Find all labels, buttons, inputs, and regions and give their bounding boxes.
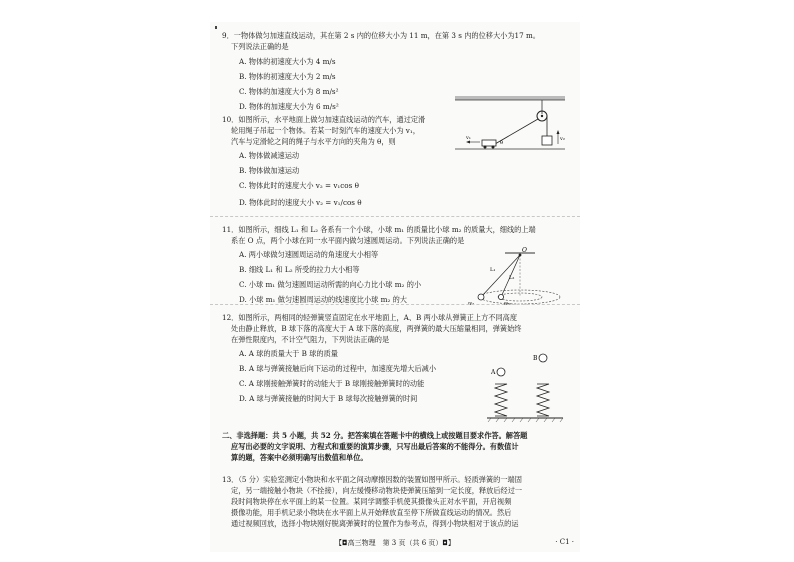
q10-stem-line-2: 轮用绳子吊起一个物体。若某一时刻汽车的速度大小为 v₁， — [231, 126, 420, 135]
q12-stem-line-1: 12．如图所示，两相同的轻弹簧竖直固定在水平地面上，A、B 两小球从弹簧正上方不同高度 — [222, 313, 518, 322]
q10-option-b: B. 物体做加速运动 — [239, 166, 300, 175]
q12-springs-figure — [485, 352, 565, 430]
page-footer — [210, 538, 580, 548]
section-2-line-2: 应写出必要的文字说明、方程式和重要的演算步骤，只写出最后答案的不能得分。有数值计 — [231, 442, 519, 451]
q12-label-b: B — [533, 355, 538, 362]
hanging-block — [542, 136, 552, 145]
q12-stem-line-2: 处由静止释放，B 球下落的高度大于 A 球下落的高度，两弹簧的最大压缩量相同，弹簧始终 — [231, 324, 522, 333]
ball-b — [539, 354, 547, 362]
q9-stem-line-1: 9．一物体做匀加速直线运动，其在第 2 s 内的位移大小为 11 m，在第 3 s 内的位移大小为17 m。 — [222, 31, 540, 40]
q11-label-m2: m₂ — [504, 301, 511, 307]
q13-line-4: 摄像功能，用手机记录小物块在水平面上从开始释放直至停下所做直线运动的情况。然后 — [231, 508, 512, 517]
q12-option-b: B. A 球与弹簧接触后向下运动的过程中，加速度先增大后减小 — [239, 364, 437, 373]
q13-line-2: 定，另一端接触小物块（不拴接），向左缓慢移动物块使弹簧压缩到一定长度，释放后经过一 — [231, 486, 523, 495]
q9-stem-line-2: 下列说法正确的是 — [231, 42, 289, 51]
q10-option-d: D. 物体此时的速度大小 v₂ = v₁/cos θ — [239, 198, 362, 207]
q9-option-c: C. 物体的加速度大小为 8 m/s² — [239, 87, 339, 96]
spring-b — [537, 384, 549, 416]
q12-label-a: A — [491, 369, 496, 376]
separator — [210, 216, 580, 217]
q10-stem-line-1: 10．如图所示，水平地面上做匀加速直线运动的汽车，通过定滑 — [222, 115, 426, 124]
q11-option-d: D. 小球 m₁ 做匀速圆周运动的线速度比小球 m₂ 的大 — [239, 295, 407, 304]
ball-a — [497, 368, 505, 376]
q11-conical-pendulum-figure — [465, 247, 565, 309]
spring-a — [495, 384, 507, 416]
q11-label-m1: m₁ — [468, 301, 475, 307]
footer-page-info: 【◘高三物理 第 3 页（共 6 页）◘】 — [335, 539, 455, 547]
q9-option-d: D. 物体的加速度大小为 6 m/s² — [239, 102, 339, 111]
scan-mark — [215, 26, 217, 29]
q11-stem-line-1: 11．如图所示，细线 L₁ 和 L₂ 各系有一个小球，小球 m₁ 的质量比小球 m₂ 的质量大，细线的上端 — [222, 225, 536, 234]
q10-label-v2: v₂ — [560, 136, 565, 142]
q11-option-c: C. 小球 m₁ 做匀速圆周运动所需的向心力比小球 m₂ 的小 — [239, 280, 422, 289]
q12-option-a: A. A 球的质量大于 B 球的质量 — [239, 349, 338, 358]
q9-option-b: B. 物体的初速度大小为 2 m/s — [239, 72, 336, 81]
q11-label-l1: L₁ — [490, 267, 496, 273]
footer-page-code: · C1 · — [555, 538, 574, 546]
question-10 — [222, 114, 425, 208]
q11-label-o: O — [522, 247, 527, 254]
q10-option-c: C. 物体此时的速度大小 v₂ = v₁cos θ — [239, 181, 359, 190]
question-13 — [222, 474, 522, 529]
section-2-instructions — [222, 430, 527, 463]
ceiling — [455, 96, 565, 100]
q10-stem-line-3: 汽车与定滑轮之间的绳子与水平方向的夹角为 θ，则 — [231, 137, 396, 146]
q10-label-v1: v₁ — [466, 135, 471, 141]
q10-label-theta: θ — [500, 140, 504, 146]
q11-option-a: A. 两小球做匀速圆周运动的角速度大小相等 — [239, 250, 379, 259]
q10-pulley-figure — [450, 94, 570, 154]
section-2-line-3: 算的题，答案中必须明确写出数值和单位。 — [231, 453, 368, 462]
q10-option-a: A. 物体做减速运动 — [239, 151, 300, 160]
q12-stem-line-3: 在弹性限度内，不计空气阻力，下列说法正确的是 — [231, 335, 390, 344]
q13-line-3: 段时间物块停在水平面上的某一位置。某同学调整手机使其摄像头正对水平面，开启视频 — [231, 497, 512, 506]
q13-line-1: 13．（5 分）实验室测定小物块和水平面之间动摩擦因数的装置如图甲所示。轻质弹簧的一端固 — [222, 475, 522, 484]
exam-page — [210, 22, 580, 552]
truck-icon — [482, 140, 496, 146]
q11-label-l2: L₂ — [509, 275, 515, 281]
q9-option-a: A. 物体的初速度大小为 4 m/s — [239, 57, 336, 66]
q11-stem-line-2: 系在 O 点，两个小球在同一水平面内做匀速圆周运动。下列说法正确的是 — [231, 236, 465, 245]
question-12 — [222, 312, 521, 404]
separator — [210, 304, 580, 305]
ball-m2 — [498, 294, 503, 299]
q12-option-c: C. A 球刚接触弹簧时的动能大于 B 球刚接触弹簧时的动能 — [239, 379, 425, 388]
q11-option-b: B. 细线 L₁ 和 L₂ 所受的拉力大小相等 — [239, 265, 360, 274]
ball-m1 — [478, 294, 484, 300]
q12-option-d: D. A 球与弹簧接触的时间大于 B 球每次接触弹簧的时间 — [239, 394, 418, 403]
section-2-line-1: 二、非选择题：共 5 小题，共 52 分。把答案填在答题卡中的横线上或按题目要求作答。解答题 — [222, 431, 528, 440]
q13-line-5: 通过视频回放，选择小物块刚好脱离弹簧时的位置作为参考点，得到小物块相对于该点的运 — [231, 519, 519, 528]
